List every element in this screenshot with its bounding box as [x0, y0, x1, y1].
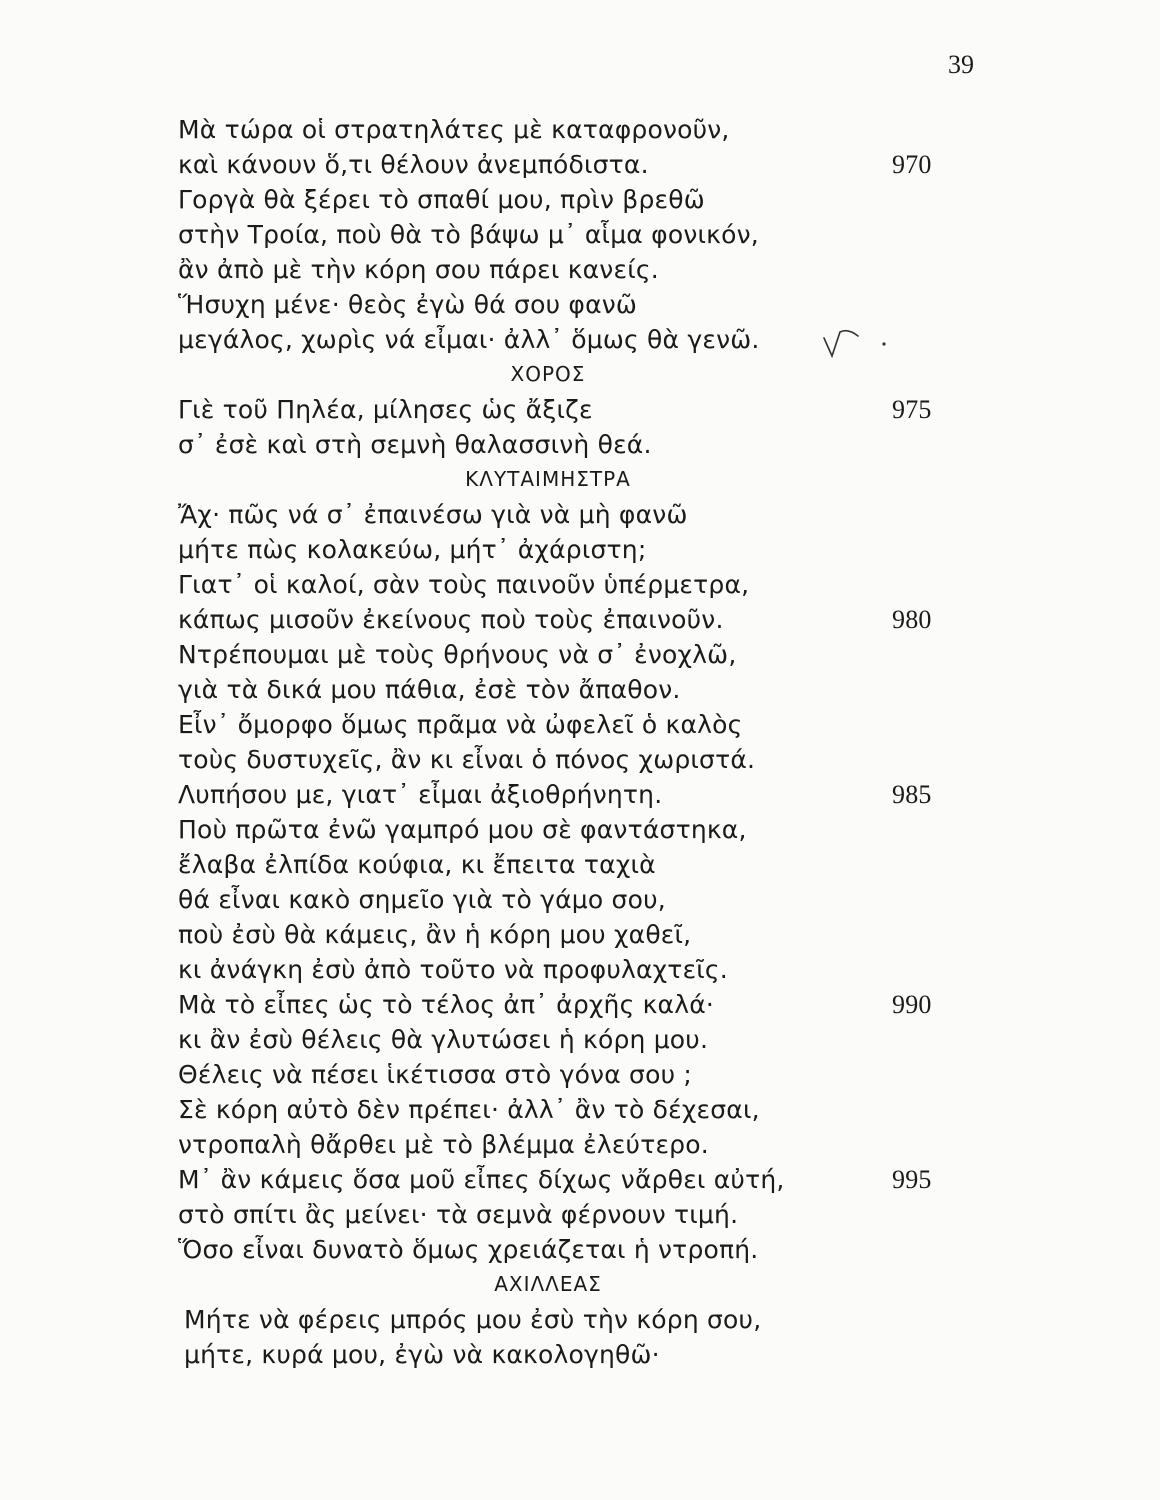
verse-line — [178, 917, 938, 952]
verse-line — [178, 952, 938, 987]
verse-text: ἂν ἀπὸ μὲ τὴν κόρη σου πάρει κανείς. — [178, 255, 659, 284]
verse-text: κι ἂν ἐσὺ θέλεις θὰ γλυτώσει ἡ κόρη μου. — [178, 1025, 709, 1054]
verse-text: ποὺ ἐσὺ θὰ κάμεις, ἂν ἡ κόρη μου χαθεῖ, — [178, 920, 692, 949]
verse-line — [178, 182, 938, 217]
verse-text: μεγάλος, χωρὶς νά εἶμαι· ἀλλ᾿ ὅμως θὰ γενῶ. — [178, 325, 760, 354]
verse-text: στὸ σπίτι ἂς μείνει· τὰ σεμνὰ φέρνουν τιμή. — [178, 1200, 739, 1229]
speaker-heading-chorus: ΧΟΡΟΣ — [510, 362, 586, 386]
verse-text: Μὰ τώρα οἱ στρατηλάτες μὲ καταφρονοῦν, — [178, 115, 730, 144]
verse-line — [178, 1092, 938, 1127]
verse-text: Ἥσυχη μένε· θεὸς ἐγὼ θά σου φανῶ — [178, 290, 638, 319]
verse-line — [178, 1232, 938, 1267]
verse-line — [178, 287, 938, 322]
verse-block-achilles-opening — [178, 112, 938, 1372]
verse-text: Ντρέπουμαι μὲ τοὺς θρήνους νὰ σ᾿ ἐνοχλῶ, — [178, 640, 737, 669]
verse-text: μήτε πὼς κολακεύω, μήτ᾿ ἀχάριστη; — [178, 535, 647, 564]
verse-line — [178, 392, 938, 427]
verse-line — [178, 147, 938, 182]
verse-line — [178, 112, 938, 147]
verse-text: Σὲ κόρη αὐτὸ δὲν πρέπει· ἀλλ᾿ ἂν τὸ δέχεσαι, — [178, 1095, 760, 1124]
verse-text: κι ἀνάγκη ἐσὺ ἀπὸ τοῦτο νὰ προφυλαχτεῖς. — [178, 955, 728, 984]
verse-line — [178, 427, 938, 462]
verse-text: Θέλεις νὰ πέσει ἱκέτισσα στὸ γόνα σου ; — [178, 1060, 693, 1089]
verse-line — [178, 1057, 938, 1092]
line-number: 995 — [892, 1165, 932, 1194]
verse-line — [178, 217, 938, 252]
verse-line — [178, 987, 938, 1022]
line-number: 990 — [892, 990, 932, 1019]
verse-line — [178, 777, 938, 812]
verse-text: τοὺς δυστυχεῖς, ἂν κι εἶναι ὁ πόνος χωριστά. — [178, 745, 756, 774]
verse-line — [178, 812, 938, 847]
verse-line — [178, 532, 938, 567]
line-number: 970 — [892, 150, 932, 179]
verse-text: Μ᾿ ἂν κάμεις ὅσα μοῦ εἶπες δίχως νἄρθει αὐτή, — [178, 1165, 785, 1194]
verse-line — [178, 497, 938, 532]
verse-text: Γιατ᾿ οἱ καλοί, σὰν τοὺς παινοῦν ὑπέρμετρα, — [178, 570, 750, 599]
page-number: 39 — [948, 50, 974, 79]
verse-text: καὶ κάνουν ὅ,τι θέλουν ἀνεμπόδιστα. — [178, 150, 649, 179]
verse-text: Μήτε νὰ φέρεις μπρός μου ἐσὺ τὴν κόρη σου, — [184, 1305, 762, 1334]
verse-text: Γιὲ τοῦ Πηλέα, μίλησες ὡς ἄξιζε — [178, 395, 593, 424]
verse-line — [178, 1022, 938, 1057]
verse-line — [178, 567, 938, 602]
verse-line — [178, 672, 938, 707]
verse-text: κάπως μισοῦν ἐκείνους ποὺ τοὺς ἐπαινοῦν. — [178, 605, 724, 634]
handwritten-check-mark-icon — [818, 326, 888, 360]
verse-text: Ὅσο εἶναι δυνατὸ ὅμως χρειάζεται ἡ ντροπή. — [178, 1235, 759, 1264]
verse-text: Ἄχ· πῶς νά σ᾿ ἐπαινέσω γιὰ νὰ μὴ φανῶ — [178, 500, 688, 529]
line-number: 975 — [892, 395, 932, 424]
speaker-heading-achilles: ΑΧΙΛΛΕΑΣ — [494, 1272, 602, 1296]
verse-line — [178, 707, 938, 742]
verse-line — [178, 1197, 938, 1232]
verse-line — [178, 252, 938, 287]
verse-line — [178, 1162, 938, 1197]
verse-text: γιὰ τὰ δικά μου πάθια, ἐσὲ τὸν ἄπαθον. — [178, 675, 681, 704]
verse-line — [178, 637, 938, 672]
line-number: 985 — [892, 780, 932, 809]
verse-text: Μὰ τὸ εἶπες ὡς τὸ τέλος ἀπ᾿ ἀρχῆς καλά· — [178, 990, 715, 1019]
verse-line — [178, 742, 938, 777]
verse-text: σ᾿ ἐσὲ καὶ στὴ σεμνὴ θαλασσινὴ θεά. — [178, 430, 652, 459]
verse-line — [178, 882, 938, 917]
verse-line — [178, 602, 938, 637]
verse-text: θά εἶναι κακὸ σημεῖο γιὰ τὸ γάμο σου, — [178, 885, 666, 914]
verse-text: Ποὺ πρῶτα ἐνῶ γαμπρό μου σὲ φαντάστηκα, — [178, 815, 747, 844]
verse-text: ἔλαβα ἐλπίδα κούφια, κι ἔπειτα ταχιὰ — [178, 850, 656, 879]
verse-text: Εἶν᾿ ὄμορφο ὅμως πρᾶμα νὰ ὠφελεῖ ὁ καλὸς — [178, 710, 743, 739]
verse-text: μήτε, κυρά μου, ἐγὼ νὰ κακολογηθῶ· — [184, 1340, 660, 1369]
verse-line — [178, 847, 938, 882]
speaker-heading-clytemnestra: ΚΛΥΤΑΙΜΗΣΤΡΑ — [465, 467, 631, 491]
verse-text: Λυπήσου με, γιατ᾿ εἶμαι ἀξιοθρήνητη. — [178, 780, 663, 809]
verse-text: Γοργὰ θὰ ξέρει τὸ σπαθί μου, πρὶν βρεθῶ — [178, 185, 705, 214]
verse-line — [178, 1127, 938, 1162]
verse-line — [178, 1302, 938, 1337]
verse-text: ντροπαλὴ θἄρθει μὲ τὸ βλέμμα ἐλεύτερο. — [178, 1130, 709, 1159]
line-number: 980 — [892, 605, 932, 634]
verse-text: στὴν Τροία, ποὺ θὰ τὸ βάψω μ᾿ αἷμα φονικόν, — [178, 220, 759, 249]
verse-line — [178, 1337, 938, 1372]
